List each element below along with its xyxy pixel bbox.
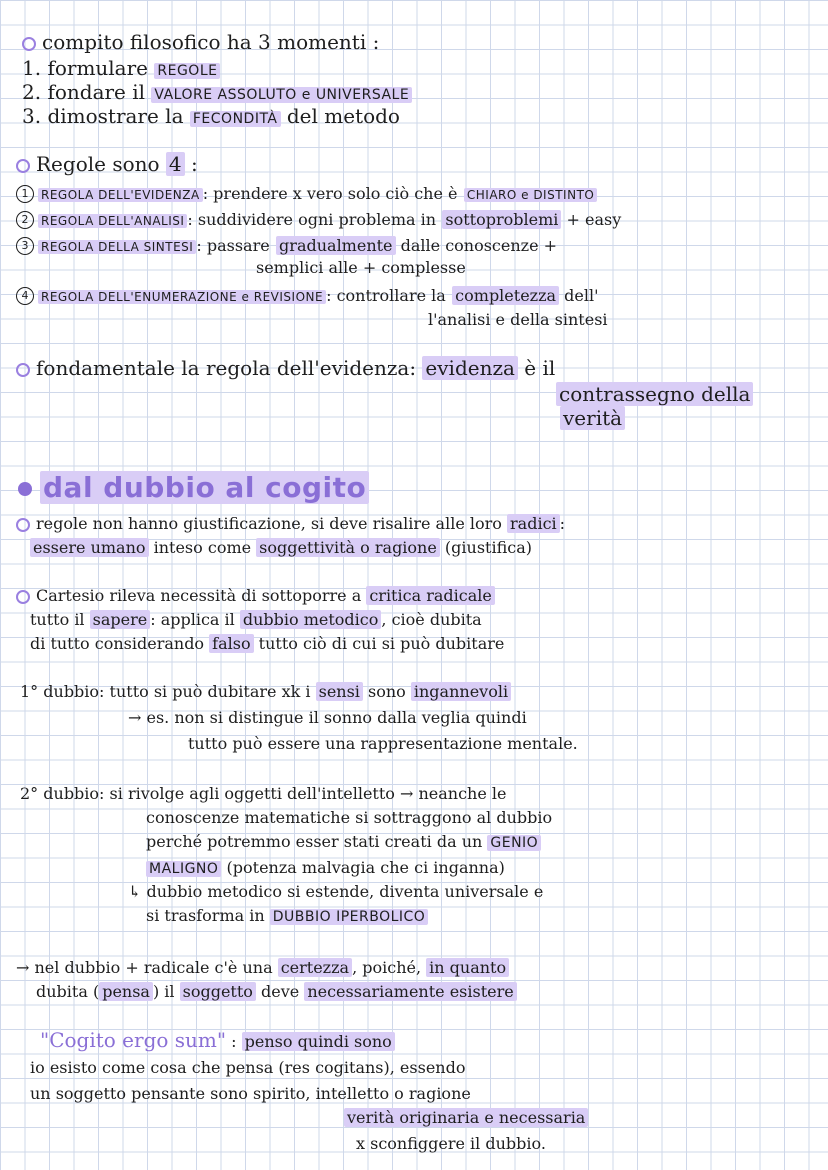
rule-highlight: gradualmente <box>276 236 395 255</box>
rules-intro-text: Regole sono <box>36 152 160 176</box>
text: tutto il <box>30 610 90 629</box>
rule-text: : suddividere ogni problema in <box>187 210 437 229</box>
text: , cioè dubita <box>381 610 482 629</box>
dubbio-label: 1° dubbio: <box>20 682 105 701</box>
highlight: FECONDITÀ <box>190 111 281 127</box>
rule-number-icon: 2 <box>16 211 34 229</box>
dubbio-1-line: tutto può essere una rappresentazione mentale. <box>188 734 578 753</box>
bullet-icon <box>16 518 30 532</box>
rule-continuation: l'analisi e della sintesi <box>428 310 608 329</box>
text: : <box>226 1032 242 1051</box>
cogito-line: io esisto come cosa che pensa (res cogitans), essendo <box>30 1058 466 1077</box>
highlight: essere umano <box>30 538 149 557</box>
rule-row <box>16 232 557 259</box>
highlight: pensa <box>99 982 153 1001</box>
text: → nel dubbio + radicale c'è una <box>16 958 278 977</box>
highlight: soggetto <box>180 982 256 1001</box>
highlight: DUBBIO IPERBOLICO <box>270 909 429 925</box>
rule-text: : controllare la <box>326 286 446 305</box>
text: : applica il <box>150 610 240 629</box>
rule-row <box>16 206 621 233</box>
cogito-quote-line <box>40 1028 395 1054</box>
text: tutto si può dubitare xk i <box>104 682 316 701</box>
text: di tutto considerando <box>30 634 210 653</box>
text: perché potremmo esser stati creati da un <box>146 832 488 851</box>
highlight: certezza <box>278 958 352 977</box>
rule-text: : prendere x vero solo ciò che è <box>202 184 458 203</box>
highlight: verità <box>560 406 625 430</box>
rule-name: REGOLA DELL'EVIDENZA <box>38 188 203 202</box>
rule-name: REGOLA DELL'ENUMERAZIONE e REVISIONE <box>38 290 326 304</box>
rule-continuation: semplici alle + complesse <box>256 258 466 277</box>
rule-text: dell' <box>559 286 599 305</box>
text: Cartesio rileva necessità di sottoporre a <box>36 586 367 605</box>
rules-intro <box>16 152 198 176</box>
dubbio-1-line <box>20 680 511 704</box>
text: si trasforma in <box>146 906 270 925</box>
text: : <box>559 514 566 533</box>
rule-highlight: completezza <box>452 286 559 305</box>
evidenza-cont <box>560 406 625 430</box>
text: inteso come <box>148 538 257 557</box>
bullet-icon <box>22 37 36 51</box>
highlight: falso <box>209 634 253 653</box>
list-item <box>22 80 412 107</box>
text: tutto ciò di cui si può dubitare <box>253 634 505 653</box>
highlight: soggettività o ragione <box>256 538 440 557</box>
text: regole non hanno giustificazione, si deve risalire alle loro <box>36 514 502 533</box>
list-item <box>22 104 400 131</box>
highlight: ingannevoli <box>411 682 511 701</box>
list-item <box>22 56 220 83</box>
dubbio-2-line <box>20 782 507 806</box>
rule-row <box>16 180 597 207</box>
dubbio-1-line: → es. non si distingue il sonno dalla veglia quindi <box>128 708 527 727</box>
evidenza-text: è il <box>517 356 556 380</box>
intro-text: compito filosofico ha 3 momenti : <box>42 30 380 54</box>
bullet-icon <box>16 590 30 604</box>
rule-text: : passare <box>196 236 270 255</box>
item-text: 3. dimostrare la <box>22 104 190 128</box>
intro-line <box>22 30 379 54</box>
text: dubita ( <box>36 982 100 1001</box>
highlight: critica radicale <box>366 586 495 605</box>
highlight: penso quindi sono <box>242 1032 395 1051</box>
item-text: del metodo <box>280 104 400 128</box>
cogito-line <box>344 1106 588 1130</box>
cogito-line <box>16 956 509 980</box>
rules-count: 4 <box>166 152 185 176</box>
evidenza-text: fondamentale la regola dell'evidenza: <box>36 356 417 380</box>
paragraph-line <box>30 536 532 560</box>
rule-number-icon: 1 <box>16 185 34 203</box>
highlight: in quanto <box>426 958 509 977</box>
colon: : <box>191 152 198 176</box>
highlight: contrassegno della <box>556 382 753 406</box>
dubbio-2-line: ↳ dubbio metodico si estende, diventa universale e <box>128 882 544 901</box>
cogito-line: x sconfiggere il dubbio. <box>356 1134 546 1153</box>
text: si rivolge agli oggetti dell'intelletto → neanche le <box>104 784 507 803</box>
highlight: MALIGNO <box>146 861 221 877</box>
highlight: sapere <box>90 610 151 629</box>
highlight: necessariamente esistere <box>304 982 516 1001</box>
text: , poiché, <box>352 958 427 977</box>
highlight: sensi <box>316 682 363 701</box>
item-text: 1. formulare <box>22 56 155 80</box>
bullet-icon <box>16 159 30 173</box>
dubbio-2-line <box>146 830 541 855</box>
rule-highlight: sottoproblemi <box>442 210 561 229</box>
text: ) il <box>152 982 180 1001</box>
rule-highlight: CHIARO e DISTINTO <box>464 188 597 202</box>
rule-number-icon: 4 <box>16 287 34 305</box>
dubbio-2-line: conoscenze matematiche si sottraggono al dubbio <box>146 808 553 827</box>
item-text: 2. fondare il <box>22 80 152 104</box>
bullet-icon <box>18 482 32 496</box>
bullet-icon <box>16 363 30 377</box>
rule-text: + easy <box>561 210 622 229</box>
rule-name: REGOLA DELLA SINTESI <box>38 240 196 254</box>
highlight: verità originaria e necessaria <box>344 1108 588 1127</box>
cogito-line: un soggetto pensante sono spirito, intelletto o ragione <box>30 1084 471 1103</box>
highlight: radici <box>507 514 560 533</box>
text: (potenza malvagia che ci inganna) <box>221 858 505 877</box>
text: (giustifica) <box>439 538 532 557</box>
rule-text: dalle conoscenze + <box>395 236 558 255</box>
rule-name: REGOLA DELL'ANALISI <box>38 214 187 228</box>
dubbio-2-line <box>146 856 505 881</box>
cogito-quote: "Cogito ergo sum" <box>40 1028 227 1052</box>
dubbio-label: 2° dubbio: <box>20 784 105 803</box>
text: sono <box>362 682 411 701</box>
highlight: VALORE ASSOLUTO e UNIVERSALE <box>151 87 412 103</box>
paragraph-line <box>16 512 565 536</box>
paragraph-line <box>30 632 504 656</box>
highlight: GENIO <box>487 835 541 851</box>
section-heading <box>18 470 369 506</box>
highlight: REGOLE <box>154 63 220 79</box>
highlight: dubbio metodico <box>240 610 382 629</box>
evidenza-cont <box>556 382 753 406</box>
highlight: evidenza <box>422 356 518 380</box>
evidenza-line <box>16 356 555 380</box>
dubbio-2-line <box>146 904 428 929</box>
heading-text: dal dubbio al cogito <box>40 471 369 504</box>
rule-row <box>16 282 599 309</box>
paragraph-line <box>30 608 482 632</box>
rule-number-icon: 3 <box>16 237 34 255</box>
paragraph-line <box>16 584 495 608</box>
text: deve <box>255 982 305 1001</box>
cogito-line <box>36 980 517 1004</box>
